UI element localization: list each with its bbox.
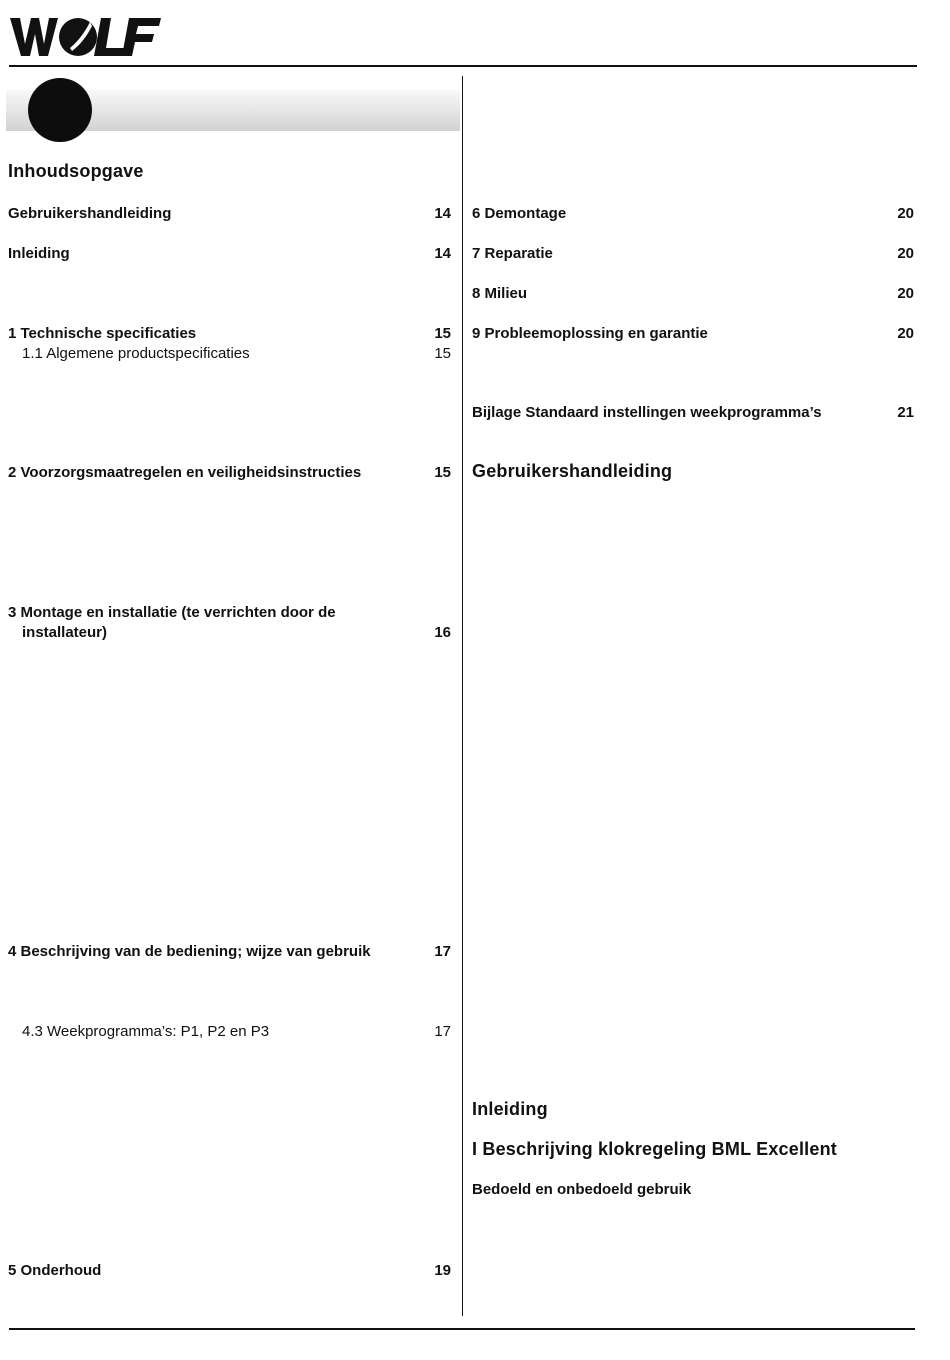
toc-entry[interactable]: 3 Montage en installatie (te verrichten door de [8, 604, 336, 621]
section-heading-user-manual: Gebruikershandleiding [472, 461, 673, 481]
section-heading-introduction: Inleiding [472, 1099, 548, 1119]
toc-page-number: 19 [434, 1262, 451, 1279]
toc-title: Inhoudsopgave [8, 161, 144, 181]
toc-page-number: 20 [897, 205, 914, 222]
toc-entry[interactable]: 7 Reparatie [472, 245, 553, 262]
toc-entry-continuation[interactable]: installateur) [22, 624, 108, 641]
section-heading-description: I Beschrijving klokregeling BML Excellent [472, 1139, 837, 1159]
toc-page-number: 17 [434, 943, 451, 960]
toc-entry[interactable]: 9 Probleemoplossing en garantie [472, 325, 708, 342]
column-divider [462, 76, 463, 1316]
toc-subentry[interactable]: 4.3 Weekprogramma’s: P1, P2 en P3 [22, 1023, 270, 1040]
toc-page-number: 14 [434, 245, 451, 262]
subheading-intended-use: Bedoeld en onbedoeld gebruik [472, 1181, 692, 1198]
header-rule [9, 65, 917, 67]
toc-entry[interactable]: 1 Technische specificaties [8, 325, 197, 342]
toc-entry[interactable]: 8 Milieu [472, 285, 528, 302]
wolf-logo [10, 14, 164, 60]
toc-page-number: 17 [434, 1023, 451, 1040]
toc-entry[interactable]: 2 Voorzorgsmaatregelen en veiligheidsinstructies [8, 464, 362, 481]
toc-page-number: 15 [434, 345, 451, 362]
toc-entry[interactable]: Inleiding [8, 245, 70, 262]
toc-page-number: 20 [897, 285, 914, 302]
footer-rule [9, 1328, 915, 1330]
toc-page-number: 15 [434, 325, 451, 342]
toc-page-number: 16 [434, 624, 451, 641]
toc-entry[interactable]: Gebruikershandleiding [8, 205, 172, 222]
toc-entry[interactable]: 5 Onderhoud [8, 1262, 102, 1279]
toc-page-number: 15 [434, 464, 451, 481]
toc-page-number: 20 [897, 245, 914, 262]
toc-entry[interactable]: Bijlage Standaard instellingen weekprogramma’s [472, 404, 822, 421]
toc-subentry[interactable]: 1.1 Algemene productspecificaties [22, 345, 250, 362]
toc-entry[interactable]: 4 Beschrijving van de bediening; wijze van gebruik [8, 943, 371, 960]
toc-page-number: 21 [897, 404, 914, 421]
toc-page-number: 20 [897, 325, 914, 342]
toc-page-number: 14 [434, 205, 451, 222]
language-marker-dot [28, 78, 92, 142]
toc-entry[interactable]: 6 Demontage [472, 205, 567, 222]
